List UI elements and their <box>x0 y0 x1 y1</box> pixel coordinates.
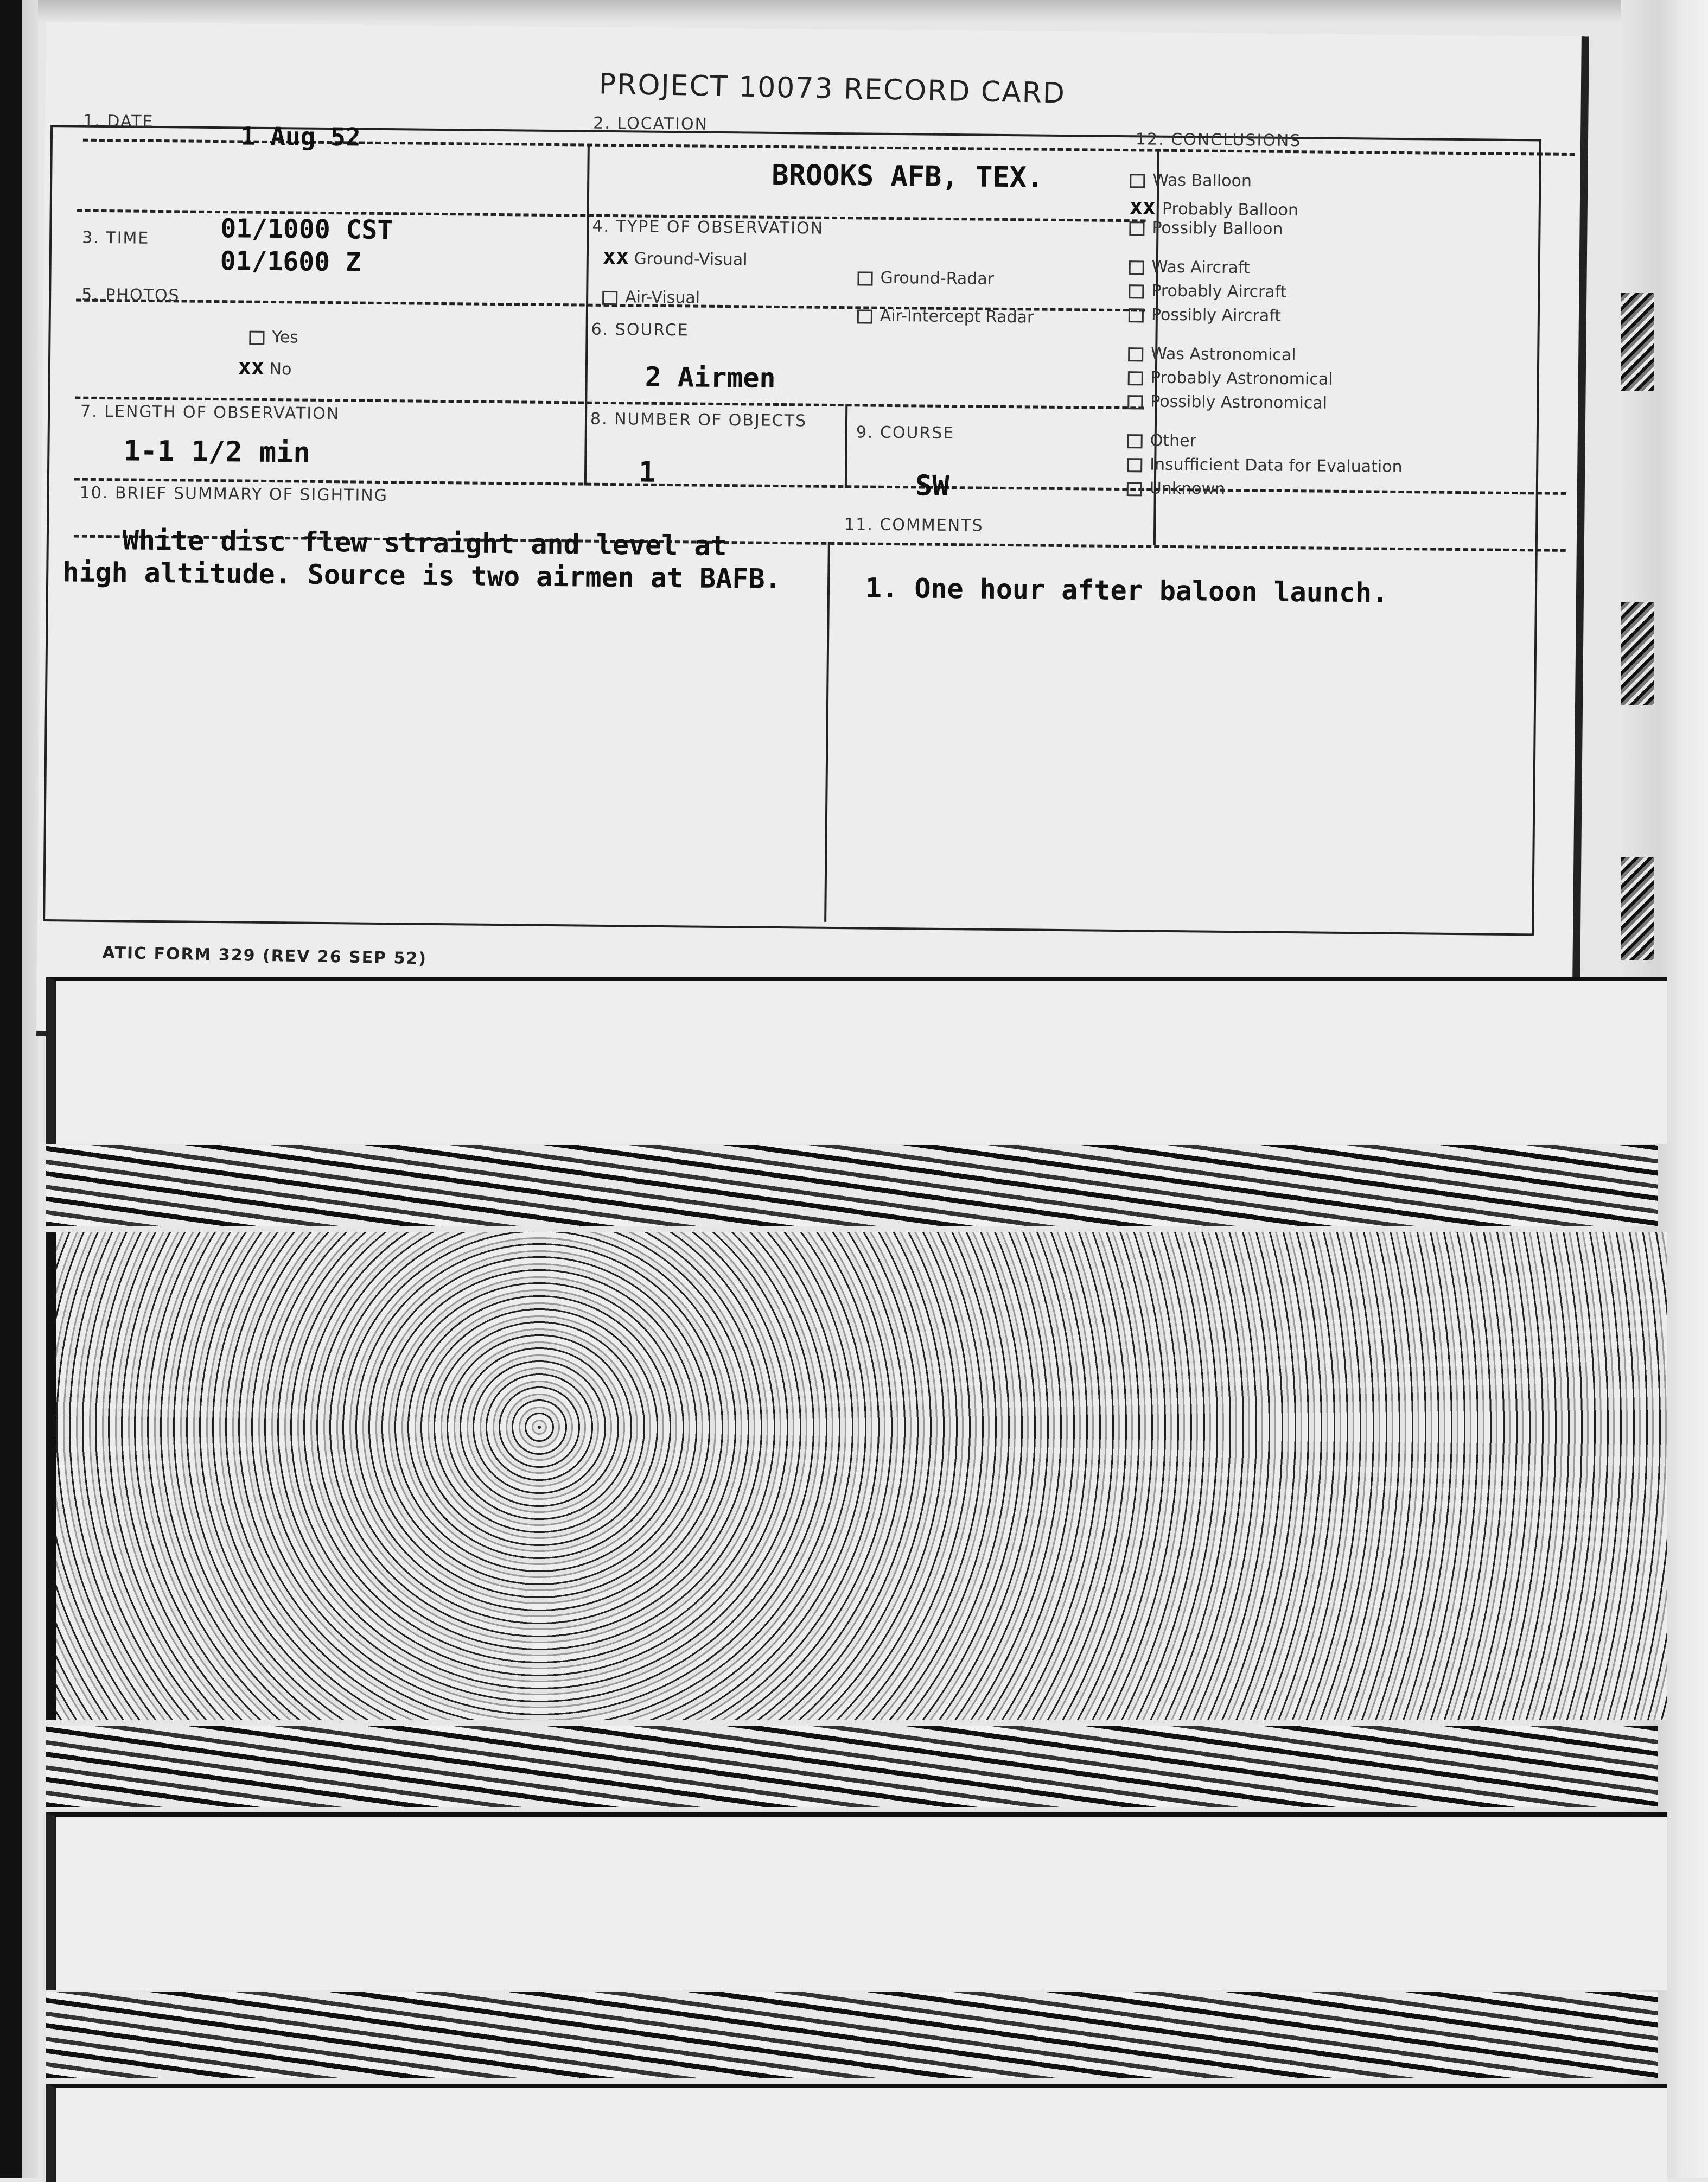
checkbox-icon <box>1127 458 1142 472</box>
photos-no-option: xx No <box>238 354 292 380</box>
checkbox-icon <box>1127 434 1143 448</box>
checkbox-icon <box>1129 260 1144 275</box>
checkbox-icon <box>249 330 264 345</box>
checkbox-icon <box>1130 174 1145 188</box>
film-top-edge <box>0 0 1708 22</box>
comments-label: 11. COMMENTS <box>844 515 984 536</box>
conclusion-item <box>1130 170 1520 198</box>
checkbox-icon <box>1128 347 1143 361</box>
conclusion-item <box>1129 281 1519 309</box>
summary-line-2: high altitude. Source is two airmen at BAFB. <box>62 556 781 595</box>
conclusion-item <box>1130 194 1520 222</box>
conclusion-item-label: Possibly Aircraft <box>1151 305 1282 326</box>
edge-tab <box>1621 293 1654 391</box>
location-label: 2. LOCATION <box>593 113 709 134</box>
summary-label: 10. BRIEF SUMMARY OF SIGHTING <box>79 483 388 506</box>
checked-mark: xx <box>238 354 265 380</box>
conclusions-label: 12. CONCLUSIONS <box>1135 130 1302 151</box>
photos-yes-option: Yes <box>249 328 298 347</box>
checkbox-icon <box>602 290 617 304</box>
edge-tab <box>1621 857 1654 960</box>
conclusions-list <box>1127 170 1521 506</box>
conclusion-item-label: Unknown <box>1149 479 1226 499</box>
record-card <box>36 22 1589 1051</box>
length-value: 1-1 1/2 min <box>123 435 311 469</box>
summary-line-1: White disc flew straight and level at <box>122 524 727 562</box>
number-of-objects-value: 1 <box>638 456 656 489</box>
length-label: 7. LENGTH OF OBSERVATION <box>80 402 340 424</box>
conclusion-item-label: Was Balloon <box>1152 170 1252 191</box>
course-label: 9. COURSE <box>856 423 955 443</box>
photos-label: 5. PHOTOS <box>81 285 180 306</box>
film-texture-band <box>46 1145 1658 1226</box>
observation-type-label: 4. TYPE OF OBSERVATION <box>592 217 824 238</box>
source-value: 2 Airmen <box>645 361 776 394</box>
checkbox-icon <box>857 309 872 323</box>
checked-mark: xx <box>602 244 629 270</box>
checkbox-icon <box>1129 221 1144 236</box>
conclusion-item-label: Possibly Balloon <box>1152 218 1283 239</box>
course-value: SW <box>915 469 949 503</box>
conclusion-item <box>1129 305 1519 333</box>
film-texture-band <box>46 1726 1658 1807</box>
checked-mark: xx <box>1129 194 1156 220</box>
conclusion-item <box>1127 479 1518 506</box>
comments-value: 1. One hour after baloon launch. <box>865 572 1388 609</box>
ground-visual-option: xx Ground-Visual <box>602 244 748 270</box>
conclusion-item-label: Was Astronomical <box>1151 344 1296 365</box>
conclusion-item-label: Probably Balloon <box>1162 199 1299 220</box>
film-frame-blank <box>46 977 1667 1144</box>
conclusion-item-label: Other <box>1150 431 1197 451</box>
location-value: BROOKS AFB, TEX. <box>772 158 1044 194</box>
time-label: 3. TIME <box>82 228 150 248</box>
film-left-edge <box>0 0 38 2178</box>
form-id: ATIC FORM 329 (REV 26 SEP 52) <box>102 943 428 969</box>
conclusion-item-label: Was Aircraft <box>1151 257 1250 278</box>
edge-tab <box>1621 602 1654 705</box>
air-intercept-radar-option: Air-Intercept Radar <box>857 306 1034 327</box>
time-gmt-value: 01/1600 Z <box>220 246 362 278</box>
number-of-objects-label: 8. NUMBER OF OBJECTS <box>590 409 807 431</box>
card-title: PROJECT 10073 RECORD CARD <box>598 68 1066 110</box>
conclusion-item <box>1128 344 1519 372</box>
time-local-value: 01/1000 CST <box>220 213 393 246</box>
checkbox-icon <box>1128 371 1143 385</box>
film-texture-band <box>46 1992 1658 2078</box>
date-value: 1 Aug 52 <box>240 121 361 152</box>
conclusion-item-label: Possibly Astronomical <box>1150 392 1328 413</box>
conclusion-item <box>1127 431 1518 459</box>
conclusion-item <box>1127 392 1518 419</box>
checkbox-icon <box>857 271 872 285</box>
checkbox-icon <box>1129 284 1144 298</box>
checkbox-icon <box>1127 395 1143 409</box>
conclusion-item <box>1129 257 1520 285</box>
conclusion-item <box>1129 218 1520 246</box>
date-label: 1. DATE <box>83 111 154 131</box>
conclusion-item-label: Probably Astronomical <box>1150 368 1333 389</box>
source-label: 6. SOURCE <box>591 320 689 340</box>
air-visual-option: Air-Visual <box>602 288 700 308</box>
conclusion-item-label: Insufficient Data for Evaluation <box>1150 455 1403 477</box>
conclusion-item <box>1128 368 1519 396</box>
film-frame-speckled <box>46 1232 1667 1720</box>
conclusion-item-label: Probably Aircraft <box>1151 281 1287 302</box>
film-frame-blank <box>46 1812 1667 1990</box>
conclusion-item <box>1127 455 1518 482</box>
ground-radar-option: Ground-Radar <box>857 268 994 288</box>
checkbox-icon <box>1129 308 1144 322</box>
checkbox-icon <box>1127 482 1142 496</box>
film-frame-blank <box>46 2084 1667 2182</box>
